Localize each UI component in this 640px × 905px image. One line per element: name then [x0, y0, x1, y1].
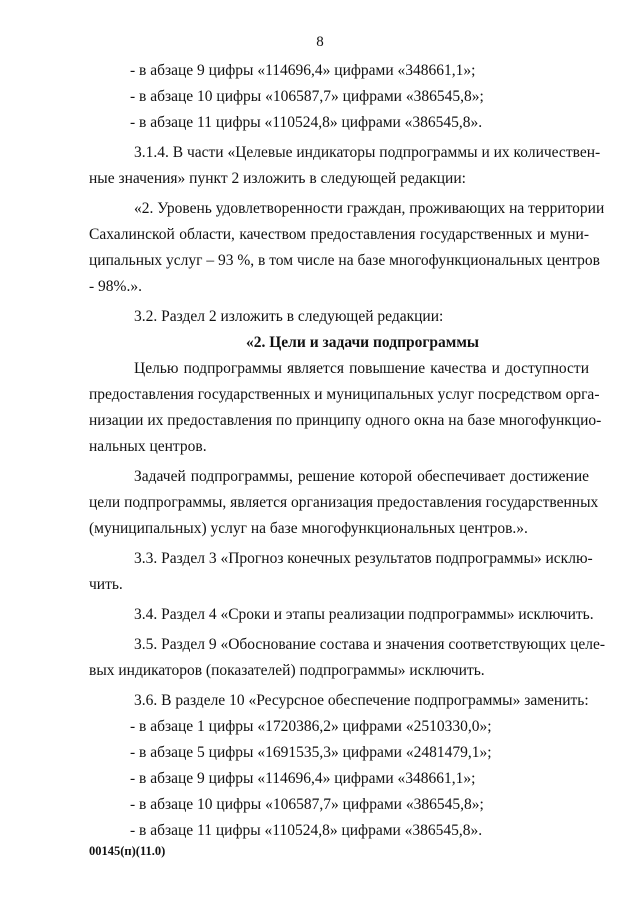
paragraph-line: нальных центров.: [89, 438, 207, 455]
paragraph-line: 3.3. Раздел 3 «Прогноз конечных результатов подпрограммы» исклю-: [134, 550, 593, 567]
paragraph-line: 3.1.4. В части «Целевые индикаторы подпрограммы и их количествен-: [134, 144, 601, 161]
paragraph-line: ные значения» пункт 2 изложить в следующей редакции:: [89, 170, 466, 187]
list-item: - в абзаце 10 цифры «106587,7» цифрами «386545,8»;: [130, 88, 484, 105]
paragraph-line: 3.4. Раздел 4 «Сроки и этапы реализации подпрограммы» исключить.: [134, 606, 594, 623]
paragraph-line: цели подпрограммы, является организация предоставления государственных: [89, 494, 599, 511]
list-item: - в абзаце 1 цифры «1720386,2» цифрами «2510330,0»;: [130, 718, 492, 735]
paragraph-line: низации их предоставления по принципу одного окна на базе многофункцио-: [89, 412, 602, 429]
paragraph-line: 3.5. Раздел 9 «Обоснование состава и значения соответствующих целе-: [134, 636, 606, 653]
list-item: - в абзаце 11 цифры «110524,8» цифрами «386545,8».: [130, 114, 483, 131]
section-heading: «2. Цели и задачи подпрограммы: [246, 334, 479, 351]
list-item: - в абзаце 9 цифры «114696,4» цифрами «348661,1»;: [130, 770, 476, 787]
paragraph-line: Целью подпрограммы является повышение качества и доступности: [134, 360, 589, 377]
paragraph-line: Сахалинской области, качеством предоставления государственных и муни-: [89, 226, 589, 243]
paragraph-line: 3.2. Раздел 2 изложить в следующей редакции:: [134, 308, 444, 325]
paragraph-line: 3.6. В разделе 10 «Ресурсное обеспечение подпрограммы» заменить:: [134, 692, 589, 709]
paragraph-line: предоставления государственных и муниципальных услуг посредством орга-: [89, 386, 600, 403]
paragraph-line: чить.: [89, 576, 123, 593]
list-item: - в абзаце 9 цифры «114696,4» цифрами «348661,1»;: [130, 62, 476, 79]
list-item: - в абзаце 10 цифры «106587,7» цифрами «386545,8»;: [130, 796, 484, 813]
document-body: [89, 58, 606, 844]
list-item: - в абзаце 11 цифры «110524,8» цифрами «386545,8».: [130, 822, 483, 839]
page-number: 8: [316, 34, 324, 50]
list-item: - в абзаце 5 цифры «1691535,3» цифрами «2481479,1»;: [130, 744, 492, 761]
paragraph-line: Задачей подпрограммы, решение которой обеспечивает достижение: [134, 468, 589, 485]
paragraph-line: - 98%.».: [89, 278, 142, 295]
paragraph-line: (муниципальных) услуг на базе многофункциональных центров.».: [89, 520, 528, 537]
document-code: 00145(п)(11.0): [89, 844, 166, 858]
paragraph-line: «2. Уровень удовлетворенности граждан, проживающих на территории: [134, 200, 605, 217]
paragraph-line: вых индикаторов (показателей) подпрограммы» исключить.: [89, 662, 485, 679]
paragraph-line: ципальных услуг – 93 %, в том числе на базе многофункциональных центров: [89, 252, 600, 269]
